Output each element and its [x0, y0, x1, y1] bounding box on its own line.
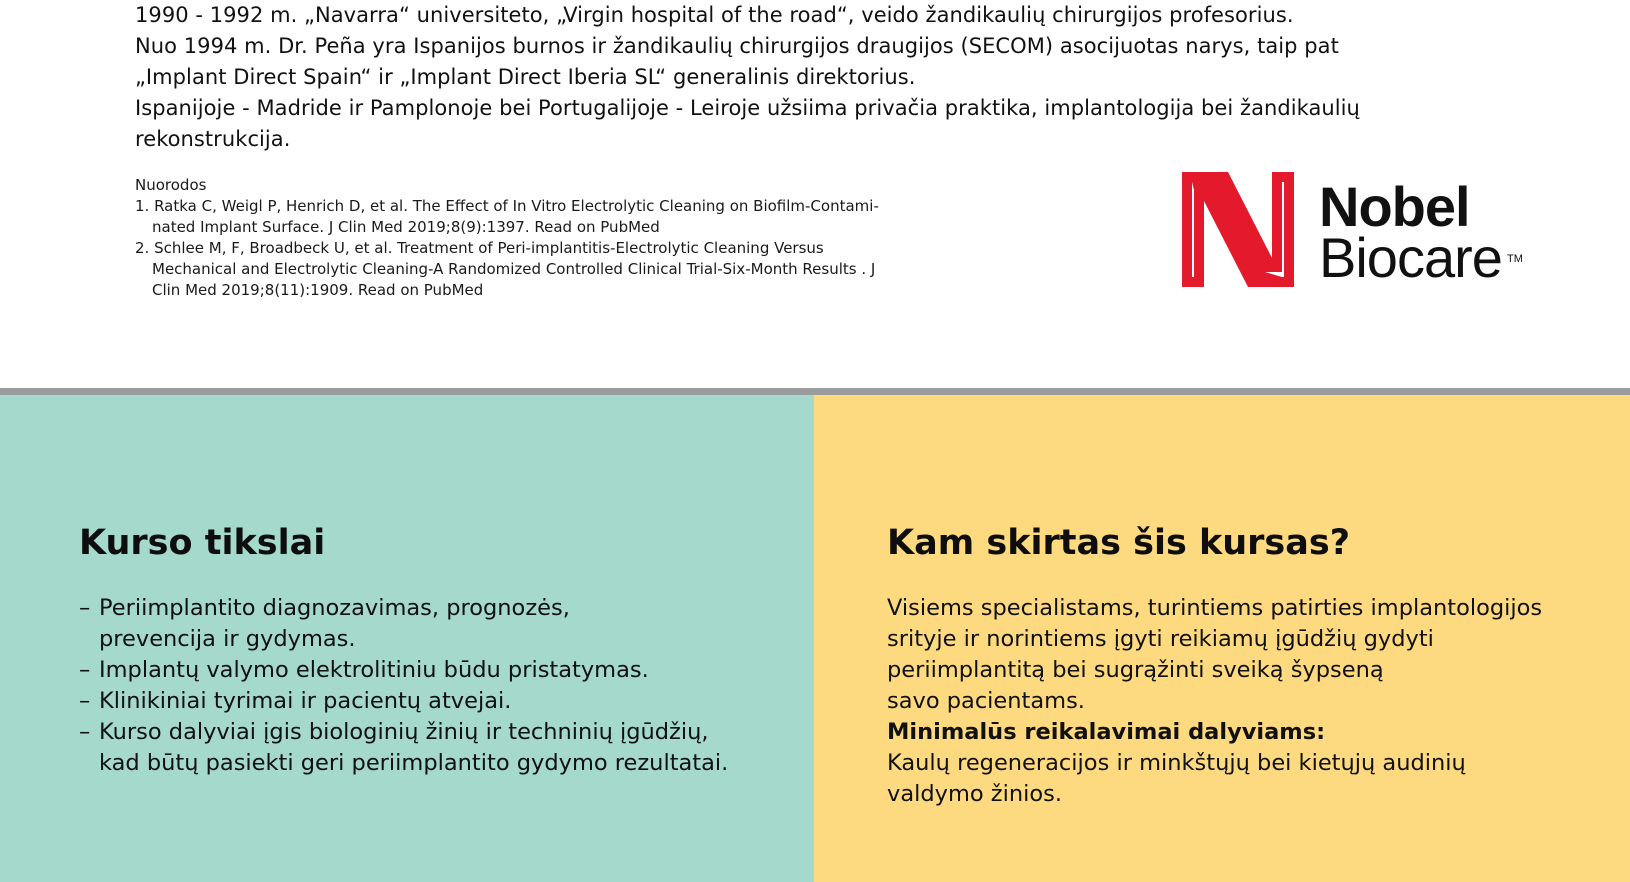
- dash: –: [79, 595, 91, 621]
- target-audience-title: Kam skirtas šis kursas?: [887, 523, 1351, 563]
- bio-line: 1990 - 1992 m. „Navarra“ universiteto, „Virgin hospital of the road“, veido žandikaulių chirurgijos profesorius.: [135, 3, 1294, 27]
- text-line: Visiems specialistams, turintiems patirties implantologijos: [887, 595, 1543, 621]
- course-goals-list: [79, 593, 728, 779]
- target-audience-panel: [814, 395, 1630, 882]
- course-goals-panel: [0, 395, 814, 882]
- dash: –: [79, 688, 91, 714]
- logo-word-nobel: Nobel: [1319, 175, 1470, 238]
- target-audience-text: [887, 593, 1542, 810]
- text-line: periimplantitą bei sugrąžinti sveiką šypseną: [887, 657, 1384, 683]
- text-line: Kaulų regeneracijos ir minkštųjų bei kietųjų audinių: [887, 750, 1466, 776]
- list-item-text: Klinikiniai tyrimai ir pacientų atvejai.: [99, 688, 512, 714]
- text-line: valdymo žinios.: [887, 781, 1063, 807]
- course-goals-title: Kurso tikslai: [79, 523, 326, 563]
- dash: –: [79, 657, 91, 683]
- n-logo-mark: [1182, 172, 1294, 287]
- list-item-text: Kurso dalyviai įgis biologinių žinių ir techninių įgūdžių,: [99, 719, 709, 745]
- bio-line: rekonstrukcija.: [135, 127, 291, 151]
- references-heading: Nuorodos: [135, 176, 207, 194]
- text-line: srityje ir norintiems įgyti reikiamų įgūdžių gydyti: [887, 626, 1434, 652]
- bio-line: „Implant Direct Spain“ ir „Implant Direct Iberia SL“ generalinis direktorius.: [135, 65, 916, 89]
- nobel-biocare-logo: [1182, 172, 1527, 290]
- reference-line: 2. Schlee M, F, Broadbeck U, et al. Treatment of Peri-implantitis-Electrolytic Cleaning Versus: [135, 239, 824, 257]
- references: [135, 175, 965, 301]
- section-divider: [0, 388, 1630, 395]
- n-logo-icon: [1182, 172, 1294, 287]
- dash: –: [79, 719, 91, 745]
- list-item: [79, 686, 728, 717]
- bio-line: Nuo 1994 m. Dr. Peña yra Ispanijos burnos ir žandikaulių chirurgijos draugijos (SECOM) asocijuotas narys, taip pat: [135, 34, 1339, 58]
- reference-line: Clin Med 2019;8(11):1909. Read on PubMed: [152, 281, 484, 299]
- bio-line: Ispanijoje - Madride ir Pamplonoje bei Portugalijoje - Leiroje užsiima privačia praktika, implantologija bei žandikaulių: [135, 96, 1360, 120]
- list-item-continuation: prevencija ir gydymas.: [99, 626, 356, 652]
- list-item: [79, 717, 728, 748]
- list-item-continuation: kad būtų pasiekti geri periimplantito gydymo rezultatai.: [99, 750, 729, 776]
- list-item: [79, 655, 728, 686]
- trademark-symbol: TM: [1507, 253, 1523, 265]
- reference-line: Mechanical and Electrolytic Cleaning-A Randomized Controlled Clinical Trial-Six-Month Results . J: [152, 260, 876, 278]
- reference-line: nated Implant Surface. J Clin Med 2019;8(9):1397. Read on PubMed: [152, 218, 660, 236]
- logo-word-biocare: Biocare: [1319, 226, 1502, 289]
- list-item-text: Periimplantito diagnozavimas, prognozės,: [99, 595, 570, 621]
- requirements-label: Minimalūs reikalavimai dalyviams:: [887, 719, 1326, 745]
- list-item-text: Implantų valymo elektrolitiniu būdu pristatymas.: [99, 657, 649, 683]
- reference-line: 1. Ratka C, Weigl P, Henrich D, et al. The Effect of In Vitro Electrolytic Cleaning on Biofilm-Contami-: [135, 197, 879, 215]
- text-line: savo pacientams.: [887, 688, 1085, 714]
- list-item: [79, 593, 728, 624]
